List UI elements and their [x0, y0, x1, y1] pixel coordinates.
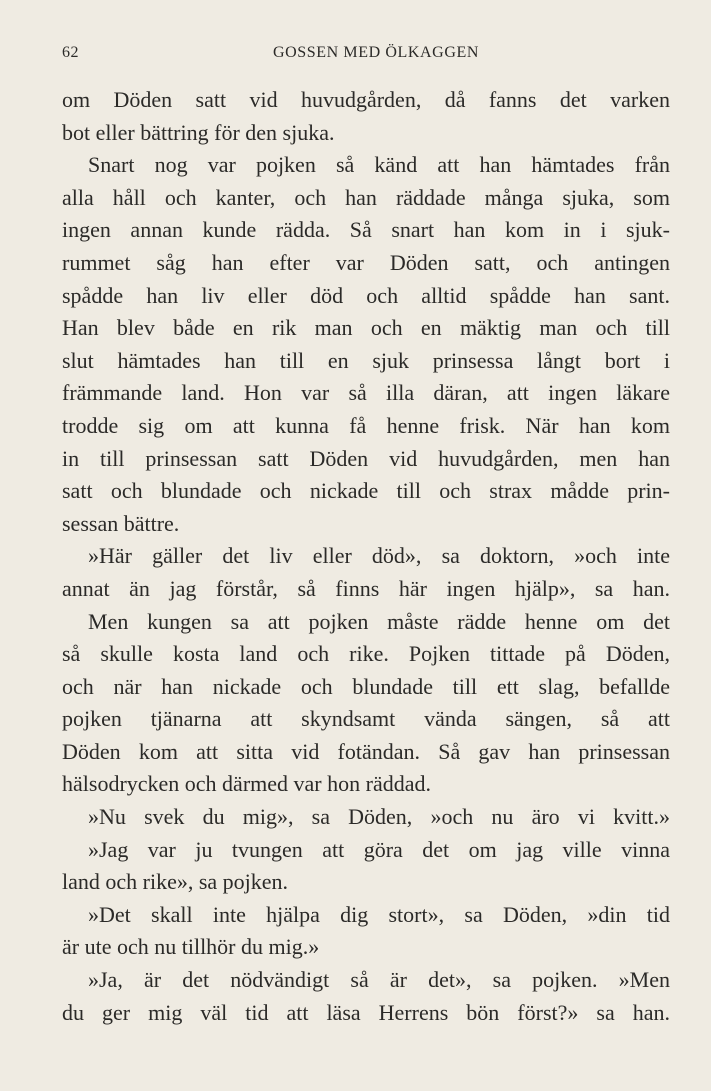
- page-header: [62, 44, 670, 68]
- text-line: spådde han liv eller död och alltid spådde han sant.: [62, 282, 670, 308]
- text-line: »Det skall inte hjälpa dig stort», sa Döden, »din tid: [88, 901, 670, 927]
- text-line: land och rike», sa pojken.: [62, 869, 289, 895]
- page-number: 62: [62, 44, 79, 61]
- text-line: rummet såg han efter var Döden satt, och antingen: [62, 249, 670, 275]
- text-line: »Jag var ju tvungen att göra det om jag ville vinna: [88, 836, 670, 862]
- text-line: sessan bättre.: [62, 510, 180, 536]
- text-line: och när han nickade och blundade till ett slag, befallde: [62, 673, 670, 699]
- text-line: trodde sig om att kunna få henne frisk. När han kom: [62, 412, 670, 438]
- text-line: »Nu svek du mig», sa Döden, »och nu äro vi kvitt.»: [88, 804, 670, 830]
- text-line: Snart nog var pojken så känd att han hämtades från: [88, 152, 670, 178]
- text-line: in till prinsessan satt Döden vid huvudgården, men han: [62, 445, 670, 471]
- text-line: Han blev både en rik man och en mäktig man och till: [62, 315, 670, 341]
- running-title: GOSSEN MED ÖLKAGGEN: [272, 44, 480, 61]
- text-line: alla håll och kanter, och han räddade många sjuka, som: [62, 184, 670, 210]
- text-line: hälsodrycken och därmed var hon räddad.: [62, 771, 431, 797]
- text-line: så skulle kosta land och rike. Pojken tittade på Döden,: [62, 641, 670, 667]
- text-line: pojken tjänarna att skyndsamt vända sängen, så att: [62, 706, 670, 732]
- text-line: du ger mig väl tid att läsa Herrens bön först?» sa han.: [62, 999, 670, 1025]
- text-line: annat än jag förstår, så finns här ingen hjälp», sa han.: [62, 575, 670, 601]
- text-line: om Döden satt vid huvudgården, då fanns det varken: [62, 87, 670, 112]
- text-line: satt och blundade och nickade till och strax mådde prin-: [62, 478, 670, 504]
- body-text: [62, 84, 670, 1029]
- text-line: Döden kom att sitta vid fotändan. Så gav han prinsessan: [62, 738, 670, 764]
- text-line: slut hämtades han till en sjuk prinsessa långt bort i: [62, 347, 670, 373]
- text-line: främmande land. Hon var så illa däran, att ingen läkare: [62, 380, 670, 406]
- text-line: bot eller bättring för den sjuka.: [62, 119, 335, 145]
- text-line: »Här gäller det liv eller död», sa doktorn, »och inte: [88, 543, 670, 569]
- text-line: är ute och nu tillhör du mig.»: [62, 934, 320, 960]
- text-line: Men kungen sa att pojken måste rädde henne om det: [88, 608, 670, 634]
- text-line: ingen annan kunde rädda. Så snart han kom in i sjuk-: [62, 217, 670, 243]
- text-line: »Ja, är det nödvändigt så är det», sa pojken. »Men: [88, 967, 670, 993]
